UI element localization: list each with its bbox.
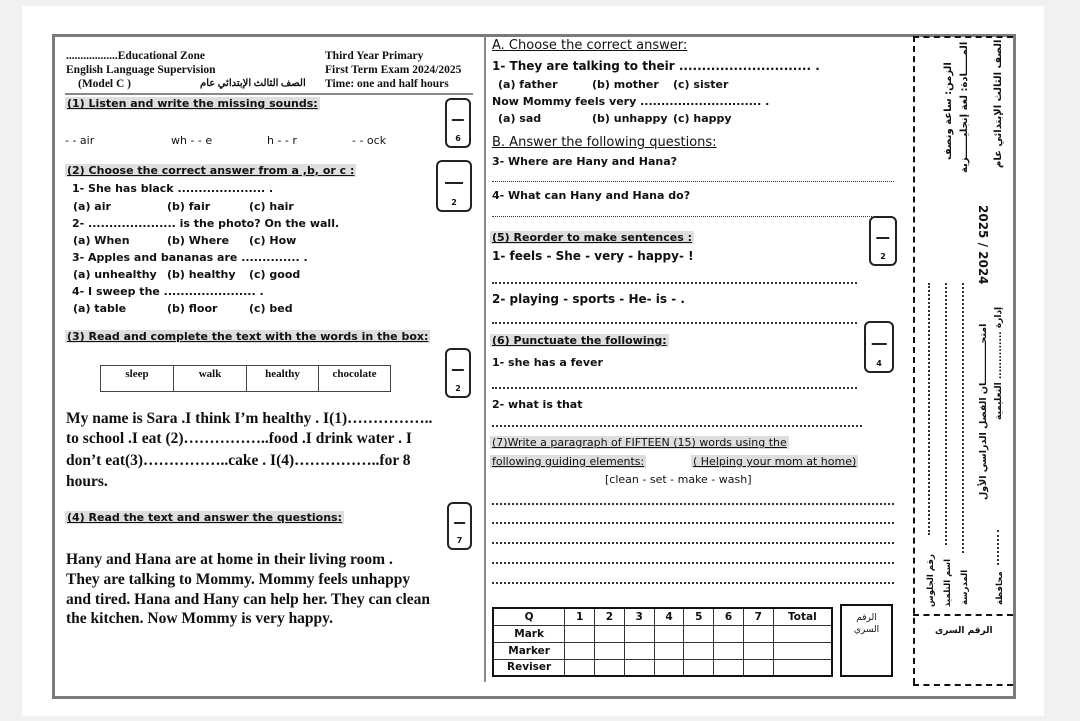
header-rule (65, 93, 473, 95)
mark-cell[interactable] (595, 659, 625, 676)
word-box-item: walk (174, 366, 247, 391)
q5-item-2: 2- playing - sports - He- is - . (492, 292, 685, 306)
q5-item-1: 1- feels - She - very - happy- ! (492, 249, 694, 263)
q2-option: (c) hair (249, 200, 294, 213)
q4-passage-line: and tired. Hana and Hany can help her. They can clean (66, 591, 431, 608)
q3-text-line: My name is Sara .I think I’m healthy . I(1)…………….. (66, 410, 433, 427)
writing-line[interactable] (492, 582, 894, 584)
q3-title: (3) Read and complete the text with the words in the box: (67, 330, 429, 343)
mark-cell[interactable] (654, 659, 684, 676)
marks-row (493, 642, 832, 659)
mark-cell[interactable] (565, 625, 595, 642)
part-b-question-3: 3- Where are Hany and Hana? (492, 155, 678, 168)
side-governorate: محافظة (995, 571, 1005, 605)
side-serial-number: الرقم السرى (935, 626, 993, 636)
q6-item-2: 2- what is that (492, 398, 583, 411)
q2-option: (b) Where (167, 234, 230, 247)
part-a-option: (c) happy (673, 112, 732, 125)
q2-option: (b) floor (167, 302, 218, 315)
mark-cell[interactable] (624, 642, 654, 659)
q1-item: - - ock (352, 134, 387, 147)
side-subject: المـــــادة: لغة إنجليــــــزية (959, 41, 970, 173)
answer-line[interactable] (492, 425, 862, 427)
side-seat-number: رقم الجلوس (926, 554, 936, 607)
q2-question-2: 2- ..................... is the photo? On the wall. (72, 217, 340, 230)
marks-header-cell: 5 (684, 608, 714, 625)
marks-header-cell: 4 (654, 608, 684, 625)
answer-line[interactable] (492, 322, 857, 324)
marks-header-cell: Total (773, 608, 832, 625)
answer-line[interactable] (492, 387, 857, 389)
marks-row (493, 625, 832, 642)
exam-title: First Term Exam 2024/2025 (325, 64, 462, 76)
marks-header-cell: Q (493, 608, 565, 625)
q2-option: (a) When (73, 234, 130, 247)
q4-score-box (447, 502, 472, 550)
serial-number-box (840, 604, 893, 677)
word-box-item: sleep (101, 366, 174, 391)
q1-score: 6 (455, 134, 461, 143)
word-box-item: chocolate (332, 368, 377, 380)
q5-score-box (869, 216, 897, 266)
marks-header-cell: 6 (714, 608, 744, 625)
mark-cell[interactable] (714, 659, 744, 676)
mark-cell[interactable] (714, 642, 744, 659)
marks-row-label: Mark (493, 625, 565, 642)
q2-option: (a) air (73, 200, 111, 213)
exam-time: Time: one and half hours (325, 78, 449, 90)
writing-line[interactable] (492, 522, 894, 524)
q4-passage-line: They are talking to Mommy. Mommy feels unhappy (66, 571, 411, 588)
marks-header-cell: 2 (595, 608, 625, 625)
supervision: English Language Supervision (66, 64, 216, 76)
answer-line[interactable] (492, 181, 894, 182)
q4-score: 7 (456, 536, 463, 545)
mark-cell[interactable] (624, 659, 654, 676)
q4-title: (4) Read the text and answer the questions: (67, 511, 342, 524)
part-b-title: B. Answer the following questions: (492, 135, 717, 150)
writing-line[interactable] (492, 503, 894, 505)
governorate-field[interactable] (997, 530, 999, 565)
side-year: 2025 / 2024 (976, 205, 990, 285)
q2-option: (b) fair (167, 200, 211, 213)
q6-item-1: 1- she has a fever (492, 356, 603, 369)
seat-number-field[interactable] (928, 283, 930, 535)
marks-row-label: Marker (493, 642, 565, 659)
q2-question-3: 3- Apples and bananas are .............. . (72, 251, 308, 264)
q7-title-line-2: following guiding elements: (492, 455, 645, 468)
side-student-name: اسم التلميذ (943, 558, 953, 607)
q1-item: - - air (65, 134, 95, 147)
word-box-item: healthy (247, 366, 319, 391)
cut-line-top (913, 36, 1013, 38)
mark-cell[interactable] (743, 659, 773, 676)
mark-cell[interactable] (654, 642, 684, 659)
cut-line-bottom (913, 684, 1013, 686)
q2-question-1: 1- She has black ..................... . (72, 182, 274, 195)
mark-cell[interactable] (773, 642, 832, 659)
q2-title: (2) Choose the correct answer from a ,b, or c : (67, 164, 355, 177)
mark-cell[interactable] (684, 659, 714, 676)
q3-text-line: don’t eat(3)……………..cake . I(4)……………..for 8 (66, 452, 411, 469)
mark-cell[interactable] (714, 625, 744, 642)
answer-line[interactable] (492, 282, 857, 284)
q6-title: (6) Punctuate the following: (492, 334, 667, 347)
column-divider (484, 36, 486, 682)
side-time: الزمن: ساعة ونصف (943, 62, 954, 160)
side-directorate: إدارة .............. التعليمية (994, 306, 1004, 420)
mark-cell[interactable] (743, 625, 773, 642)
q3-text-line: to school .I eat (2)……………..food .I drink water . I (66, 430, 412, 447)
q7-guiding-elements: [clean - set - make - wash] (605, 473, 752, 486)
q2-option: (c) bed (249, 302, 293, 315)
q5-score: 2 (880, 252, 886, 261)
grade-label: Third Year Primary (325, 50, 424, 62)
serial-label-1: الرقم (856, 613, 877, 623)
q5-title: (5) Reorder to make sentences : (492, 231, 693, 244)
mark-cell[interactable] (595, 625, 625, 642)
answer-line[interactable] (492, 216, 872, 217)
q3-score-box (445, 348, 471, 398)
q2-option: (b) healthy (167, 268, 236, 281)
part-a-option: (a) father (498, 78, 558, 91)
mark-cell[interactable] (743, 642, 773, 659)
marks-header-cell: 3 (624, 608, 654, 625)
grade-arabic: الصف الثالث الإبتدائي عام (200, 78, 306, 89)
q2-score-box (436, 160, 472, 212)
mark-cell[interactable] (654, 625, 684, 642)
school-field[interactable] (962, 283, 964, 553)
mark-cell[interactable] (565, 642, 595, 659)
part-a-title: A. Choose the correct answer: (492, 38, 688, 53)
cut-line-middle (913, 614, 1013, 616)
cut-line-vertical (913, 36, 915, 684)
q1-item: h - - r (267, 134, 297, 147)
part-a-option: (b) unhappy (592, 112, 668, 125)
marks-header-row (493, 608, 832, 625)
word-box (100, 365, 391, 392)
model-label: (Model C ) (78, 78, 132, 90)
student-name-field[interactable] (945, 283, 947, 545)
educational-zone: ..................Educational Zone (66, 50, 205, 62)
marks-header-cell: 7 (743, 608, 773, 625)
writing-line[interactable] (492, 562, 894, 564)
q1-score-box (445, 98, 471, 148)
mark-cell[interactable] (773, 659, 832, 676)
q2-question-4: 4- I sweep the ...................... . (72, 285, 264, 298)
mark-cell[interactable] (684, 642, 714, 659)
mark-cell[interactable] (684, 625, 714, 642)
part-a-option: (a) sad (498, 112, 542, 125)
q2-option: (c) good (249, 268, 301, 281)
mark-cell[interactable] (624, 625, 654, 642)
q2-option: (a) unhealthy (73, 268, 157, 281)
q2-option: (a) table (73, 302, 127, 315)
part-a-question-2: Now Mommy feels very ............................. . (492, 95, 770, 108)
part-b-question-4: 4- What can Hany and Hana do? (492, 189, 691, 202)
q1-item: wh - - e (171, 134, 213, 147)
side-exam: امتحــــــــــــان الفصل الدراسي الأول (978, 323, 989, 500)
q1-title: (1) Listen and write the missing sounds: (67, 97, 318, 110)
marks-row (493, 659, 832, 676)
side-school: المدرسة (960, 569, 970, 605)
q4-passage-line: Hany and Hana are at home in their living room . (66, 551, 393, 568)
q4-passage-line: the kitchen. Now Mommy is very happy. (66, 610, 333, 627)
q2-score: 2 (451, 198, 457, 207)
q3-text-line: hours. (66, 473, 108, 490)
q6-score: 4 (876, 359, 882, 368)
side-grade: الصف الثالث الإبتدائي عام (993, 39, 1004, 168)
marks-row-label: Reviser (493, 659, 565, 676)
mark-cell[interactable] (565, 659, 595, 676)
part-a-option: (c) sister (673, 78, 729, 91)
q3-score: 2 (455, 384, 461, 393)
part-a-option: (b) mother (592, 78, 659, 91)
q7-title-line-1: (7)Write a paragraph of FIFTEEN (15) words using the (492, 436, 787, 449)
writing-line[interactable] (492, 542, 894, 544)
serial-label-2: السري (853, 625, 880, 635)
q2-option: (c) How (249, 234, 297, 247)
part-a-question-1: 1- They are talking to their ............................. . (492, 59, 820, 73)
q6-score-box (864, 321, 894, 373)
marks-header-cell: 1 (565, 608, 595, 625)
mark-cell[interactable] (773, 625, 832, 642)
marks-table (492, 607, 833, 677)
mark-cell[interactable] (595, 642, 625, 659)
q7-topic: ( Helping your mom at home) (693, 455, 857, 468)
